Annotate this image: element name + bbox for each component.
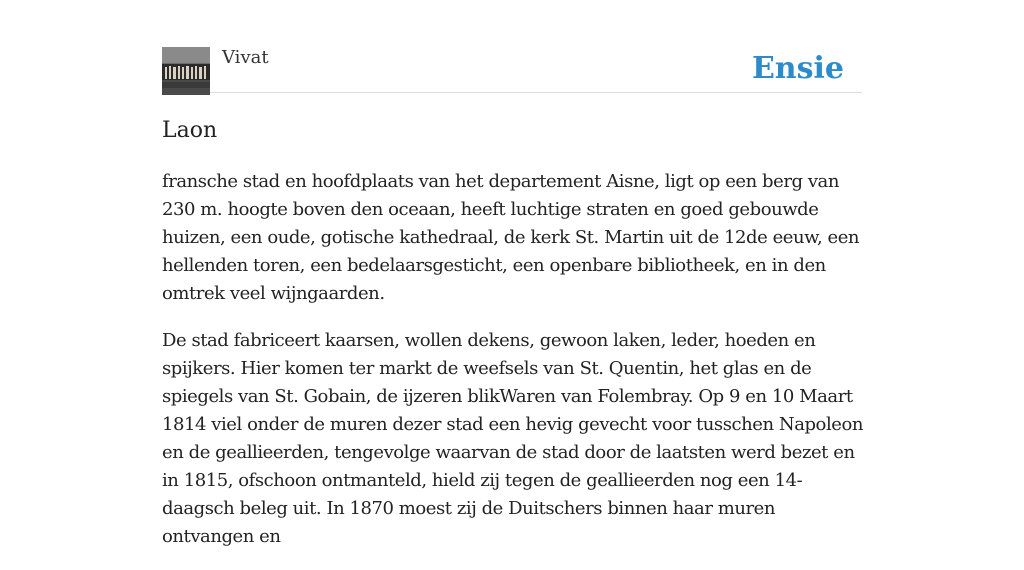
- author-name[interactable]: Vivat: [222, 47, 269, 68]
- brand-logo[interactable]: Ensie: [751, 51, 844, 86]
- author-avatar[interactable]: [162, 47, 210, 95]
- article-title: Laon: [162, 118, 218, 143]
- article-paragraph: fransche stad en hoofdplaats van het departement Aisne, ligt op een berg van 230 m. hoogte boven den oceaan, heeft luchtige straten en goed gebouwde huizen, een oude, gotische kathedraal, de kerk St. Martin uit de 12de eeuw, een hellenden toren, een bedelaarsgesticht, een openbare bibliotheek, en in den omtrek veel wijngaarden.: [162, 171, 860, 304]
- article-body: [162, 168, 864, 570]
- article-paragraph: De stad fabriceert kaarsen, wollen dekens, gewoon laken, leder, hoeden en spijkers. Hier komen ter markt de weefsels van St. Quentin, het glas en de spiegels van St. Gobain, de ijzeren blikWaren van Folembray. Op 9 en 10 Maart 1814 viel onder de muren dezer stad een hevig gevecht voor tusschen Napoleon en de geallieerden, tengevolge waarvan de stad door de laatsten werd bezet en in 1815, ofschoon ontmanteld, hield zij tegen de geallieerden nog een 14-daagsch beleg uit. In 1870 moest zij de Duitschers binnen haar muren ontvangen en: [162, 330, 863, 547]
- bookshelf-avatar-icon: [162, 47, 210, 95]
- header: [162, 46, 862, 93]
